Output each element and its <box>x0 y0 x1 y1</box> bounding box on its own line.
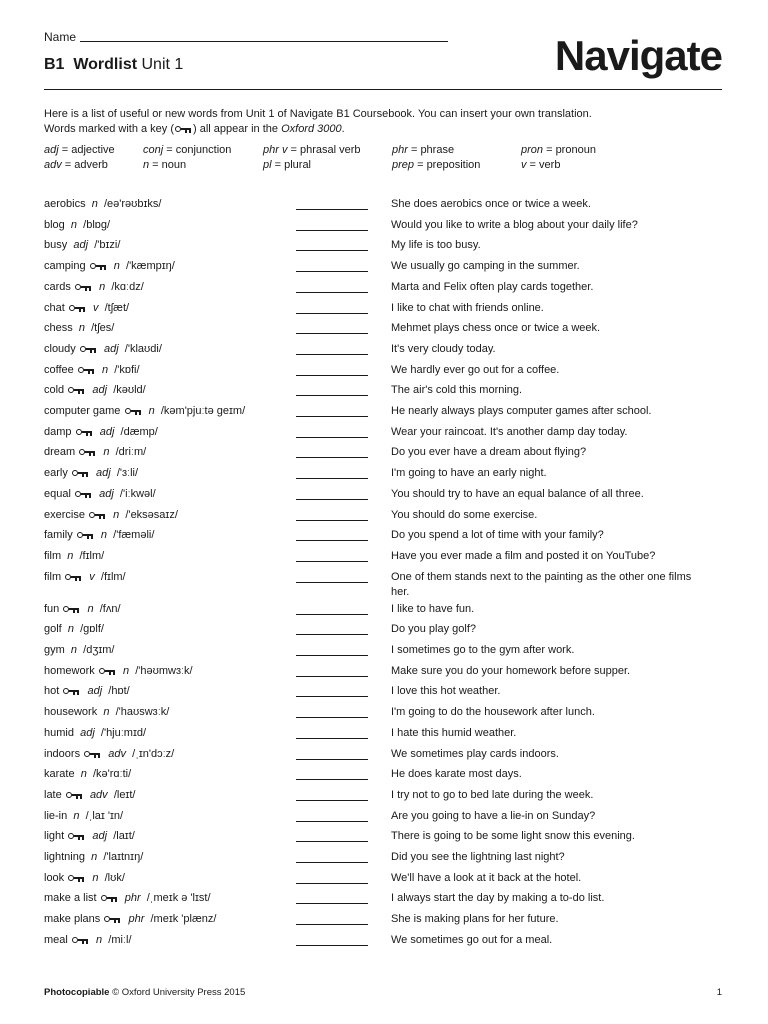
legend-meaning: = preposition <box>414 159 481 171</box>
example-sentence: I always start the day by making a to-do list. <box>391 892 605 905</box>
translation-blank[interactable] <box>296 271 368 272</box>
headword: aerobics <box>44 198 86 210</box>
part-of-speech: adj <box>80 726 95 739</box>
pronunciation: /fɪlm/ <box>100 570 126 583</box>
word-cell <box>44 404 245 419</box>
headword: hot <box>44 685 60 698</box>
translation-blank[interactable] <box>296 759 368 760</box>
example-sentence: Wear your raincoat. It's another damp day today. <box>391 425 628 438</box>
page-number: 1 <box>716 987 722 998</box>
translation-blank[interactable] <box>296 821 368 822</box>
legend-meaning: = pronoun <box>543 144 596 156</box>
example-sentence: The air's cold this morning. <box>391 384 523 397</box>
pronunciation: /fʌn/ <box>99 602 121 615</box>
oxford-3000-key-icon <box>78 366 95 374</box>
translation-blank[interactable] <box>296 313 368 314</box>
translation-blank[interactable] <box>296 230 368 231</box>
example-sentence: Do you ever have a dream about flying? <box>391 446 587 459</box>
headword: gym <box>44 644 65 656</box>
translation-blank[interactable] <box>296 250 368 251</box>
pronunciation: /kɑːdz/ <box>111 280 144 293</box>
oxford-3000-key-icon <box>63 687 80 695</box>
name-label: Name <box>44 30 77 44</box>
pronunciation: /tʃes/ <box>91 322 115 335</box>
oxford-3000-key-icon <box>75 283 92 291</box>
part-of-speech: adj <box>92 830 108 843</box>
word-cell <box>44 622 104 637</box>
oxford-3000-key-icon <box>175 125 192 133</box>
legend-abbreviation: prep <box>392 159 415 171</box>
oxford-3000-title: Oxford 3000 <box>281 123 342 135</box>
oxford-3000-key-icon <box>125 407 142 415</box>
example-sentence: Marta and Felix often play cards together. <box>391 280 594 293</box>
legend-meaning: = noun <box>149 159 187 171</box>
legend-item <box>143 143 231 158</box>
translation-blank[interactable] <box>296 540 368 541</box>
translation-blank[interactable] <box>296 561 368 562</box>
word-cell <box>44 912 216 927</box>
pronunciation: /ˌlaɪ 'ɪn/ <box>85 809 124 822</box>
pronunciation: /'kæmpɪŋ/ <box>126 260 175 273</box>
word-cell <box>44 664 193 679</box>
word-cell <box>44 829 135 844</box>
part-of-speech: n <box>67 623 74 636</box>
part-of-speech: n <box>80 768 87 781</box>
oxford-3000-key-icon <box>66 791 83 799</box>
oxford-3000-key-icon <box>89 511 106 519</box>
word-cell <box>44 466 138 481</box>
headword: fun <box>44 602 60 615</box>
pronunciation: /dæmp/ <box>120 425 158 438</box>
pronunciation: /'hjuːmɪd/ <box>100 726 147 739</box>
word-cell <box>44 508 178 523</box>
word-cell <box>44 487 156 502</box>
headword: humid <box>44 726 74 739</box>
example-sentence: There is going to be some light snow this evening. <box>391 830 635 843</box>
example-sentence: Do you play golf? <box>391 623 476 636</box>
oxford-3000-key-icon <box>68 874 85 882</box>
example-sentence: My life is too busy. <box>391 239 481 252</box>
example-sentence: I'm going to do the housework after lunch. <box>391 706 595 719</box>
intro-line-2 <box>44 122 734 137</box>
word-cell <box>44 570 126 585</box>
legend-abbreviation: adj <box>44 144 59 156</box>
headword: family <box>44 529 73 542</box>
part-of-speech: phr <box>128 913 145 926</box>
headword: housework <box>44 706 98 719</box>
legend-abbreviation: pl <box>263 159 272 171</box>
part-of-speech: n <box>73 809 80 822</box>
part-of-speech: phr <box>124 892 141 905</box>
translation-blank[interactable] <box>296 499 368 500</box>
headword: busy <box>44 239 68 252</box>
headword: equal <box>44 487 71 500</box>
example-sentence: I'm going to have an early night. <box>391 467 547 480</box>
example-sentence: I sometimes go to the gym after work. <box>391 644 575 656</box>
legend-abbreviation: v <box>521 159 527 171</box>
part-of-speech: n <box>87 602 94 615</box>
example-sentence: Mehmet plays chess once or twice a week. <box>391 322 601 335</box>
word-cell <box>44 301 129 316</box>
headword: film <box>44 570 62 583</box>
headword: chat <box>44 301 65 314</box>
pronunciation: /'bɪzi/ <box>94 239 121 252</box>
legend-meaning: = plural <box>271 159 312 171</box>
pronunciation: /gɒlf/ <box>80 623 104 636</box>
example-sentence: We sometimes play cards indoors. <box>391 747 559 760</box>
part-of-speech: n <box>91 851 98 863</box>
oxford-3000-key-icon <box>76 428 93 436</box>
pronunciation: /leɪt/ <box>113 788 136 801</box>
part-of-speech: v <box>89 570 95 583</box>
headword: coffee <box>44 363 74 376</box>
translation-blank[interactable] <box>296 395 368 396</box>
oxford-3000-key-icon <box>68 386 85 394</box>
part-of-speech: v <box>92 301 99 314</box>
example-sentence: I try not to go to bed late during the week. <box>391 788 594 801</box>
word-cell <box>44 342 162 357</box>
translation-blank[interactable] <box>296 717 368 718</box>
pronunciation: /driːm/ <box>115 446 147 459</box>
oxford-3000-key-icon <box>72 936 89 944</box>
part-of-speech: adj <box>103 342 119 355</box>
example-sentence: Did you see the lightning last night? <box>391 851 565 863</box>
headword: karate <box>44 768 75 781</box>
pronunciation: /'laɪtnɪŋ/ <box>103 851 144 863</box>
word-cell <box>44 549 104 564</box>
headword: cold <box>44 384 65 397</box>
example-sentence: She is making plans for her future. <box>391 913 559 926</box>
word-cell <box>44 933 132 948</box>
translation-blank[interactable] <box>296 209 368 210</box>
translation-blank[interactable] <box>296 457 368 458</box>
translation-blank[interactable] <box>296 437 368 438</box>
example-sentence: We sometimes go out for a meal. <box>391 933 553 946</box>
oxford-3000-key-icon <box>72 469 89 477</box>
pronunciation: /'fæməli/ <box>113 529 155 542</box>
word-cell <box>44 280 144 295</box>
pronunciation: /'ɜːli/ <box>116 467 139 480</box>
part-of-speech: n <box>103 706 110 719</box>
word-cell <box>44 788 135 803</box>
pronunciation: /kəm'pjuːtə geɪm/ <box>160 405 246 417</box>
word-cell <box>44 602 121 617</box>
example-sentence: We'll have a look at it back at the hotel. <box>391 871 582 884</box>
legend-item <box>263 143 361 158</box>
part-of-speech: n <box>100 529 108 542</box>
headword: look <box>44 871 65 884</box>
translation-blank[interactable] <box>296 800 368 801</box>
example-sentence: You should try to have an equal balance of all three. <box>391 487 644 500</box>
word-cell <box>44 259 175 274</box>
translation-blank[interactable] <box>296 292 368 293</box>
legend-item <box>392 143 454 158</box>
part-of-speech: n <box>78 322 85 335</box>
example-sentence: He nearly always plays computer games after school. <box>391 405 652 417</box>
part-of-speech: n <box>113 508 120 521</box>
list-title: Wordlist <box>73 56 138 73</box>
intro-text <box>44 107 734 137</box>
pronunciation: /laɪt/ <box>113 830 135 843</box>
word-cell <box>44 363 140 378</box>
pronunciation: /kəʊld/ <box>113 384 146 397</box>
word-cell <box>44 643 114 658</box>
example-sentence: I like to have fun. <box>391 602 475 615</box>
part-of-speech: n <box>99 280 106 293</box>
pronunciation: /'iːkwəl/ <box>119 487 156 500</box>
translation-blank[interactable] <box>296 676 368 677</box>
part-of-speech: n <box>101 363 109 376</box>
part-of-speech: adv <box>89 788 108 801</box>
legend-abbreviation: pron <box>521 144 544 156</box>
oxford-3000-key-icon <box>104 915 121 923</box>
part-of-speech: n <box>92 871 99 884</box>
oxford-3000-key-icon <box>90 262 107 270</box>
oxford-3000-key-icon <box>68 832 85 840</box>
pronunciation: /'klaʊdi/ <box>124 342 162 355</box>
pronunciation: /hɒt/ <box>108 685 130 698</box>
headword: golf <box>44 623 62 636</box>
headword: late <box>44 788 62 801</box>
pronunciation: /ˌɪn'dɔːz/ <box>132 747 175 760</box>
pronunciation: /tʃæt/ <box>104 301 130 314</box>
headword: dream <box>44 446 76 459</box>
translation-blank[interactable] <box>296 945 368 946</box>
legend-meaning: = phrase <box>407 144 455 156</box>
photocopiable-label: Photocopiable <box>44 987 110 998</box>
part-of-speech: n <box>148 405 155 417</box>
pronunciation: /fɪlm/ <box>79 549 105 562</box>
part-of-speech: adj <box>96 467 111 480</box>
copyright-text: © Oxford University Press 2015 <box>109 987 246 998</box>
legend-abbreviation: conj <box>143 144 164 156</box>
name-field[interactable] <box>80 41 448 42</box>
pronunciation: /eə'rəʊbɪks/ <box>103 198 162 210</box>
translation-blank[interactable] <box>296 333 368 334</box>
legend-abbreviation: phr v <box>263 144 288 156</box>
word-cell <box>44 218 110 233</box>
translation-blank[interactable] <box>296 354 368 355</box>
example-sentence: Make sure you do your homework before supper. <box>391 664 631 677</box>
translation-blank[interactable] <box>296 924 368 925</box>
headword: camping <box>44 260 86 273</box>
word-cell <box>44 425 158 440</box>
oxford-3000-key-icon <box>79 448 96 456</box>
name-row <box>44 30 448 44</box>
translation-blank[interactable] <box>296 375 368 376</box>
intro-line-2-start: Words marked with a key ( <box>44 123 175 135</box>
intro-line-1: Here is a list of useful or new words from Unit 1 of Navigate B1 Coursebook. You can insert your own translation. <box>44 108 592 120</box>
part-of-speech: adj <box>99 487 114 500</box>
level-label: B1 <box>44 56 65 73</box>
oxford-3000-key-icon <box>65 573 82 581</box>
oxford-3000-key-icon <box>75 490 92 498</box>
legend-meaning: = phrasal verb <box>287 144 361 156</box>
headword: homework <box>44 664 95 677</box>
word-cell <box>44 705 169 720</box>
oxford-3000-key-icon <box>69 304 86 312</box>
example-sentence: Are you going to have a lie-in on Sunday? <box>391 809 596 822</box>
legend-item <box>143 158 186 173</box>
headword: film <box>44 549 62 562</box>
translation-blank[interactable] <box>296 582 368 583</box>
headword: lie-in <box>44 809 68 822</box>
headword: light <box>44 830 65 843</box>
legend-item <box>521 143 596 158</box>
headword: cloudy <box>44 342 76 355</box>
example-sentence: We hardly ever go out for a coffee. <box>391 363 560 376</box>
translation-blank[interactable] <box>296 841 368 842</box>
headword: computer game <box>44 405 121 417</box>
word-cell <box>44 747 174 762</box>
example-sentence: Would you like to write a blog about your daily life? <box>391 218 638 231</box>
example-sentence: I like to chat with friends online. <box>391 301 544 314</box>
example-sentence: One of them stands next to the painting as the other one films her. <box>391 570 692 598</box>
part-of-speech: adj <box>87 685 103 698</box>
word-cell <box>44 197 161 212</box>
translation-blank[interactable] <box>296 416 368 417</box>
part-of-speech: adj <box>73 239 89 252</box>
part-of-speech: adv <box>108 747 127 760</box>
legend-meaning: = verb <box>526 159 561 171</box>
oxford-3000-key-icon <box>99 667 116 675</box>
pronunciation: /'eksəsaɪz/ <box>125 508 178 521</box>
legend-item <box>263 158 311 173</box>
footer-copyright <box>44 987 245 998</box>
word-cell <box>44 445 146 460</box>
word-cell <box>44 850 143 865</box>
unit-label: Unit 1 <box>141 56 184 73</box>
word-cell <box>44 528 154 543</box>
word-cell <box>44 383 146 398</box>
pronunciation: /'kɒfi/ <box>114 363 140 376</box>
legend-item <box>44 143 115 158</box>
headword: damp <box>44 425 72 438</box>
headword: chess <box>44 322 73 335</box>
example-sentence: She does aerobics once or twice a week. <box>391 198 591 210</box>
part-of-speech: n <box>70 644 78 656</box>
part-of-speech: n <box>113 260 120 273</box>
part-of-speech: n <box>96 933 103 946</box>
part-of-speech: n <box>103 446 110 459</box>
legend-abbreviation: adv <box>44 159 62 171</box>
legend-item <box>44 158 108 173</box>
example-sentence: Do you spend a lot of time with your family? <box>391 529 604 542</box>
part-of-speech: n <box>91 198 98 210</box>
part-of-speech: n <box>70 218 78 231</box>
translation-blank[interactable] <box>296 520 368 521</box>
translation-blank[interactable] <box>296 655 368 656</box>
legend-meaning: = conjunction <box>163 144 232 156</box>
headword: cards <box>44 280 71 293</box>
headword: make a list <box>44 892 97 905</box>
example-sentence: He does karate most days. <box>391 768 522 781</box>
headword: meal <box>44 933 68 946</box>
brand-logo: Navigate <box>554 32 722 79</box>
translation-blank[interactable] <box>296 634 368 635</box>
word-cell <box>44 871 125 886</box>
pronunciation: /dʒɪm/ <box>83 644 115 656</box>
legend-item <box>392 158 480 173</box>
example-sentence: It's very cloudy today. <box>391 342 496 355</box>
example-sentence: We usually go camping in the summer. <box>391 260 580 273</box>
word-cell <box>44 684 130 699</box>
pronunciation: /miːl/ <box>108 933 132 946</box>
intro-line-2-mid: ) all appear in the <box>193 123 282 135</box>
headword: indoors <box>44 747 81 760</box>
legend-meaning: = adverb <box>61 159 108 171</box>
translation-blank[interactable] <box>296 696 368 697</box>
oxford-3000-key-icon <box>63 605 80 613</box>
document-title <box>44 56 183 74</box>
translation-blank[interactable] <box>296 614 368 615</box>
pronunciation: /'həʊmwɜːk/ <box>135 664 193 677</box>
headword: early <box>44 467 68 480</box>
headword: exercise <box>44 508 85 521</box>
translation-blank[interactable] <box>296 478 368 479</box>
oxford-3000-key-icon <box>101 894 118 902</box>
translation-blank[interactable] <box>296 738 368 739</box>
word-cell <box>44 891 211 906</box>
part-of-speech: n <box>122 664 130 677</box>
oxford-3000-key-icon <box>84 750 101 758</box>
pronunciation: /'haʊswɜːk/ <box>115 706 170 719</box>
pronunciation: /kə'rɑːti/ <box>92 768 132 781</box>
legend-item <box>521 158 560 173</box>
example-sentence: I love this hot weather. <box>391 685 501 698</box>
example-sentence: Have you ever made a film and posted it on YouTube? <box>391 549 656 562</box>
word-cell <box>44 726 146 741</box>
headword: make plans <box>44 913 101 926</box>
translation-blank[interactable] <box>296 779 368 780</box>
headword: lightning <box>44 851 85 863</box>
word-cell <box>44 238 120 253</box>
pronunciation: /blɒg/ <box>83 218 111 231</box>
word-cell <box>44 809 123 824</box>
legend-meaning: = adjective <box>58 144 115 156</box>
part-of-speech: n <box>67 549 74 562</box>
legend-abbreviation: n <box>143 159 150 171</box>
translation-blank[interactable] <box>296 903 368 904</box>
oxford-3000-key-icon <box>80 345 97 353</box>
intro-line-2-end: . <box>341 123 345 135</box>
legend-abbreviation: phr <box>392 144 408 156</box>
translation-blank[interactable] <box>296 883 368 884</box>
part-of-speech: adj <box>99 425 115 438</box>
part-of-speech: adj <box>92 384 108 397</box>
translation-blank[interactable] <box>296 862 368 863</box>
pronunciation: /meɪk 'plænz/ <box>150 913 217 926</box>
word-cell <box>44 321 114 336</box>
example-sentence: I hate this humid weather. <box>391 726 517 739</box>
word-cell <box>44 767 131 782</box>
header-rule <box>44 89 722 90</box>
example-sentence: You should do some exercise. <box>391 508 538 521</box>
pronunciation: /lʊk/ <box>104 871 125 884</box>
headword: blog <box>44 218 65 231</box>
oxford-3000-key-icon <box>77 531 94 539</box>
pronunciation: /ˌmeɪk ə 'lɪst/ <box>146 892 211 905</box>
